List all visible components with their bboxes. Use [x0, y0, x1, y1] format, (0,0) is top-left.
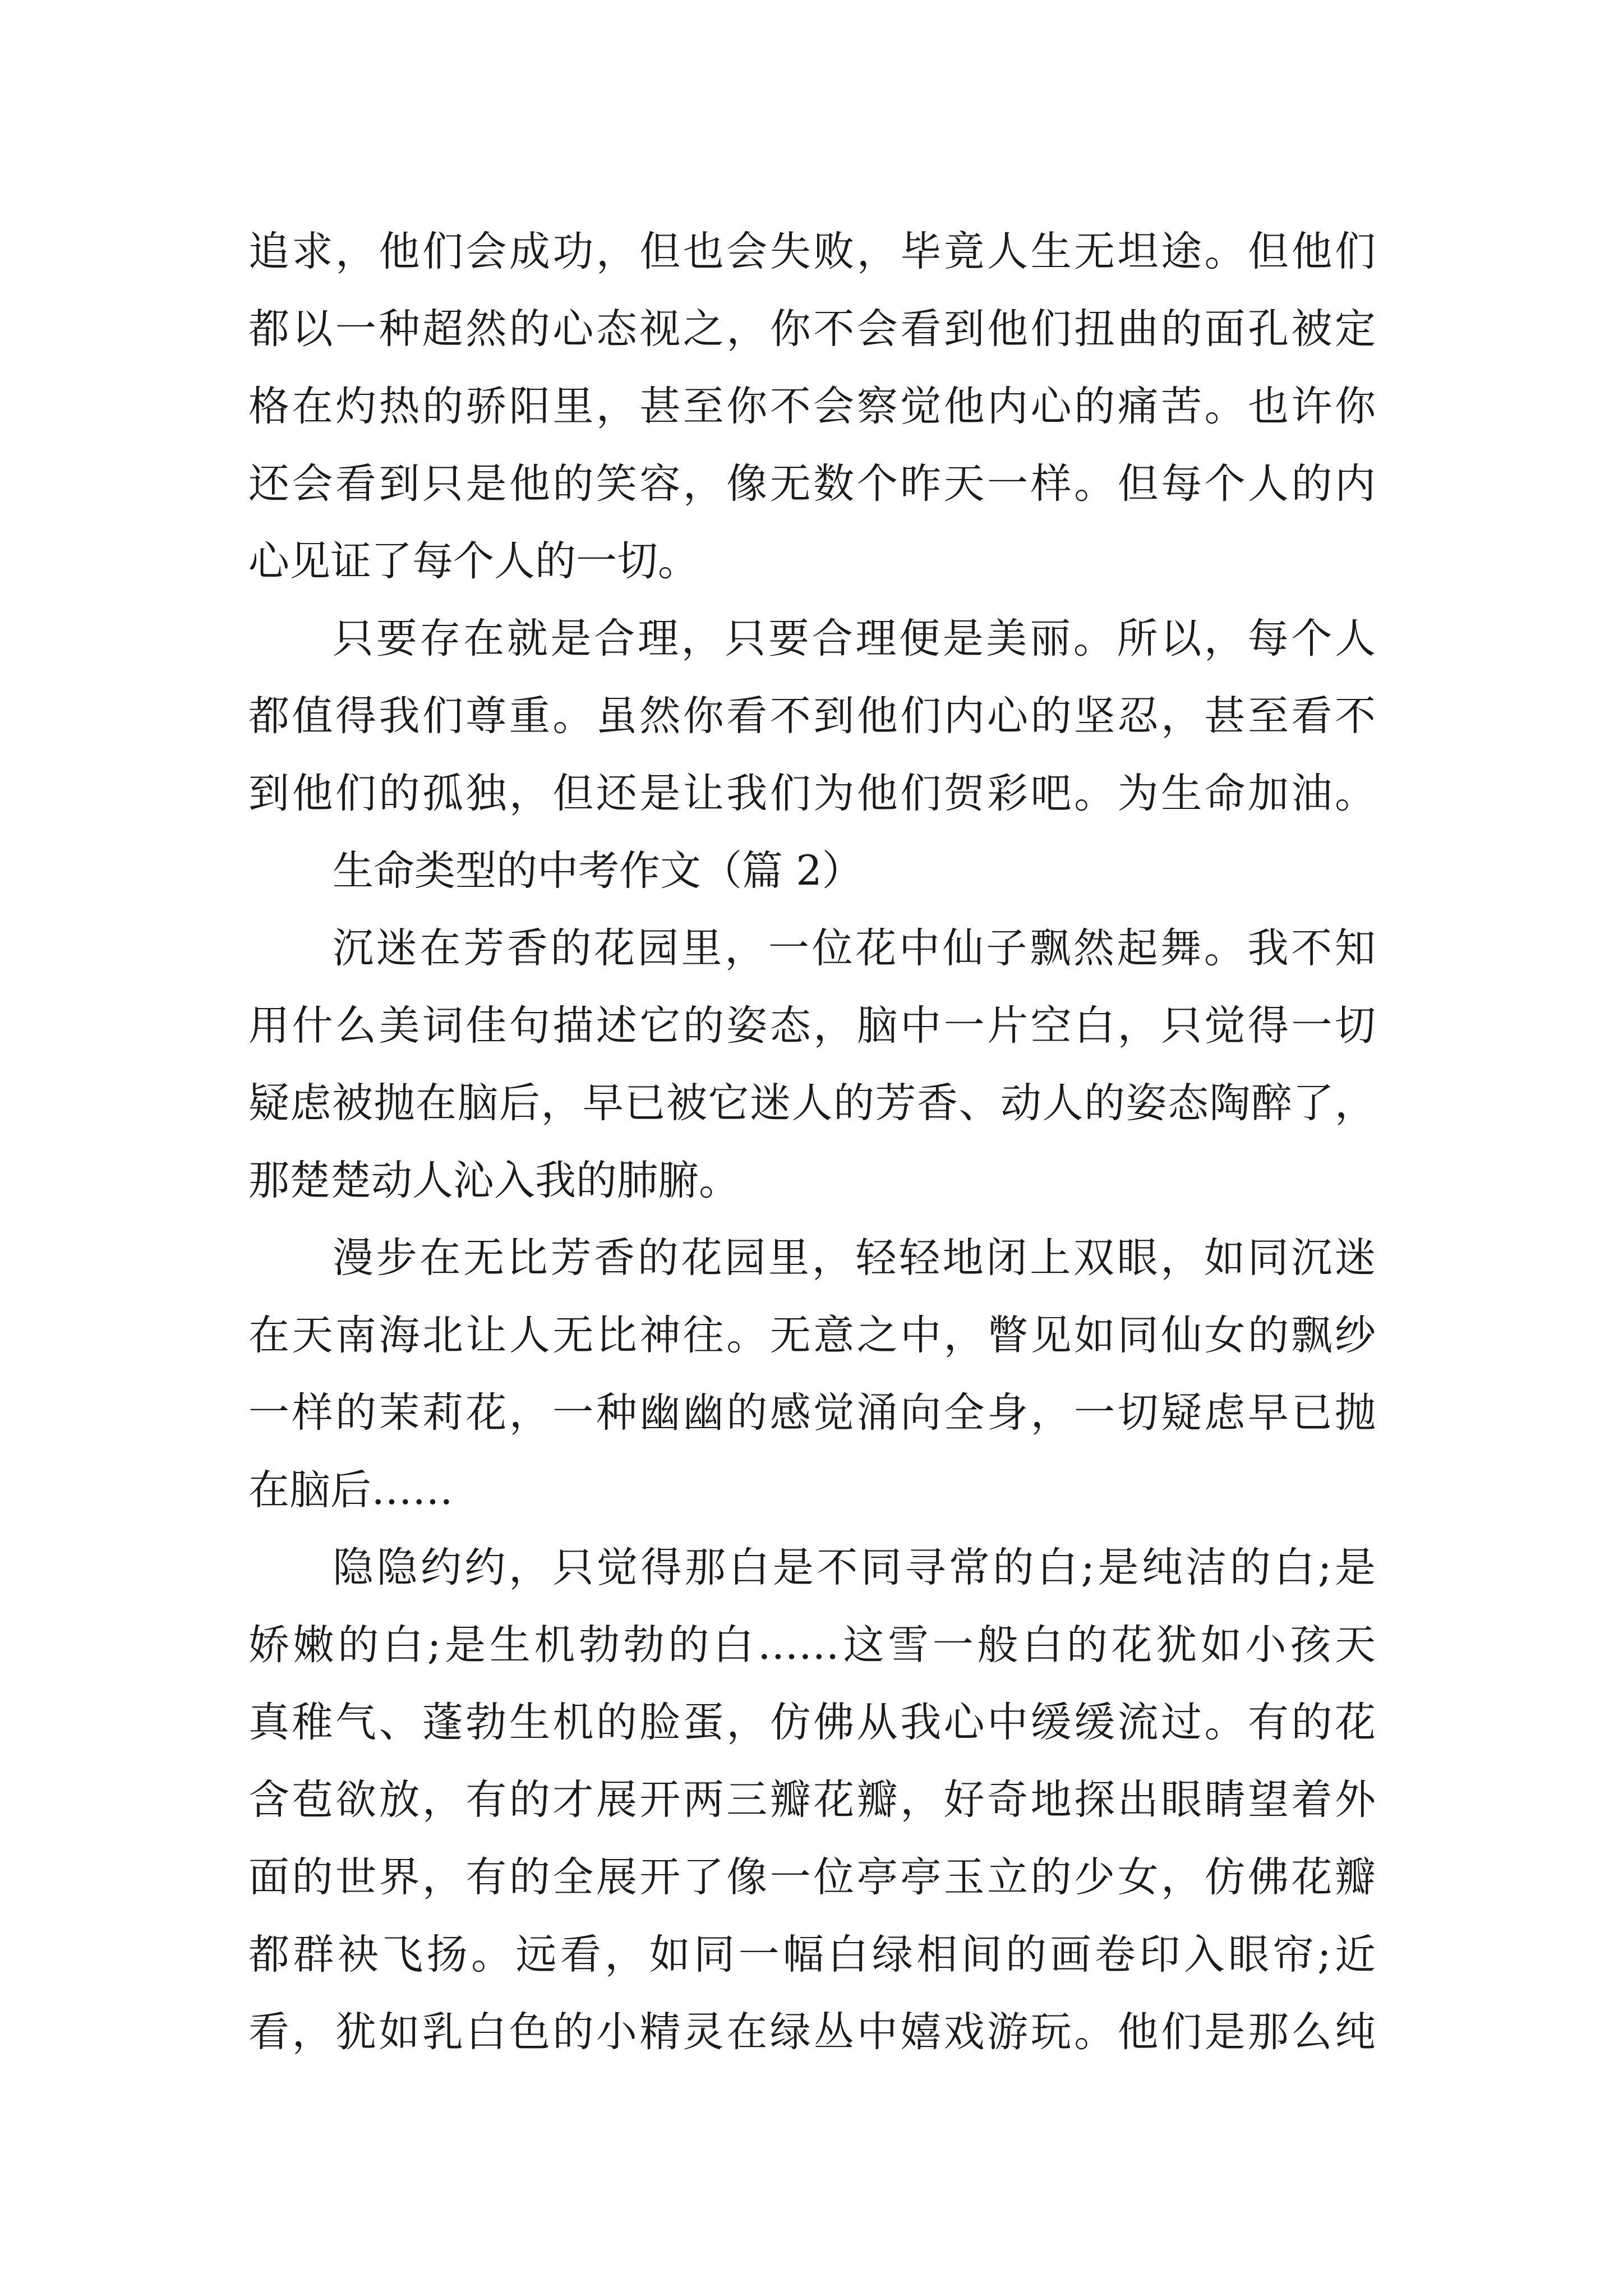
text-line: 面的世界，有的全展开了像一位亭亭玉立的少女，仿佛花瓣: [248, 1853, 1376, 1901]
text-line: 疑虑被抛在脑后，早已被它迷人的芳香、动人的姿态陶醉了，: [248, 1079, 1376, 1127]
text-line: 一样的茉莉花，一种幽幽的感觉涌向全身，一切疑虑早已抛: [248, 1389, 1376, 1437]
paragraph-first-line: 沉迷在芳香的花园里，一位花中仙子飘然起舞。我不知: [333, 924, 1376, 972]
text-line: 追求，他们会成功，但也会失败，毕竟人生无坦途。但他们: [248, 228, 1376, 275]
text-line: 都以一种超然的心态视之，你不会看到他们扭曲的面孔被定: [248, 305, 1376, 353]
paragraph-first-line: 生命类型的中考作文（篇 2）: [333, 847, 863, 895]
body-text: [248, 213, 1376, 2071]
text-line: 用什么美词佳句描述它的姿态，脑中一片空白，只觉得一切: [248, 1002, 1376, 1050]
text-line: 看，犹如乳白色的小精灵在绿丛中嬉戏游玩。他们是那么纯: [248, 2008, 1376, 2056]
text-line: 在脑后……: [248, 1466, 453, 1514]
paragraph-first-line: 漫步在无比芳香的花园里，轻轻地闭上双眼，如同沉迷: [333, 1234, 1376, 1282]
text-line: 都群袂飞扬。远看，如同一幅白绿相间的画卷印入眼帘;近: [248, 1931, 1376, 1978]
text-line: 那楚楚动人沁入我的肺腑。: [248, 1157, 740, 1204]
text-line: 都值得我们尊重。虽然你看不到他们内心的坚忍，甚至看不: [248, 692, 1376, 740]
text-line: 在天南海北让人无比神往。无意之中，瞥见如同仙女的飘纱: [248, 1312, 1376, 1359]
text-line: 到他们的孤独，但还是让我们为他们贺彩吧。为生命加油。: [248, 770, 1376, 817]
text-line: 还会看到只是他的笑容，像无数个昨天一样。但每个人的内: [248, 460, 1376, 508]
paragraph-first-line: 隐隐约约，只觉得那白是不同寻常的白;是纯洁的白;是: [333, 1544, 1376, 1591]
text-line: 娇嫩的白;是生机勃勃的白……这雪一般白的花犹如小孩天: [248, 1621, 1376, 1669]
text-line: 真稚气、蓬勃生机的脸蛋，仿佛从我心中缓缓流过。有的花: [248, 1699, 1376, 1746]
text-line: 格在灼热的骄阳里，甚至你不会察觉他内心的痛苦。也许你: [248, 383, 1376, 430]
text-line: 含苞欲放，有的才展开两三瓣花瓣，好奇地探出眼睛望着外: [248, 1776, 1376, 1824]
paragraph-first-line: 只要存在就是合理，只要合理便是美丽。所以，每个人: [333, 615, 1376, 662]
text-line: 心见证了每个人的一切。: [248, 537, 699, 585]
